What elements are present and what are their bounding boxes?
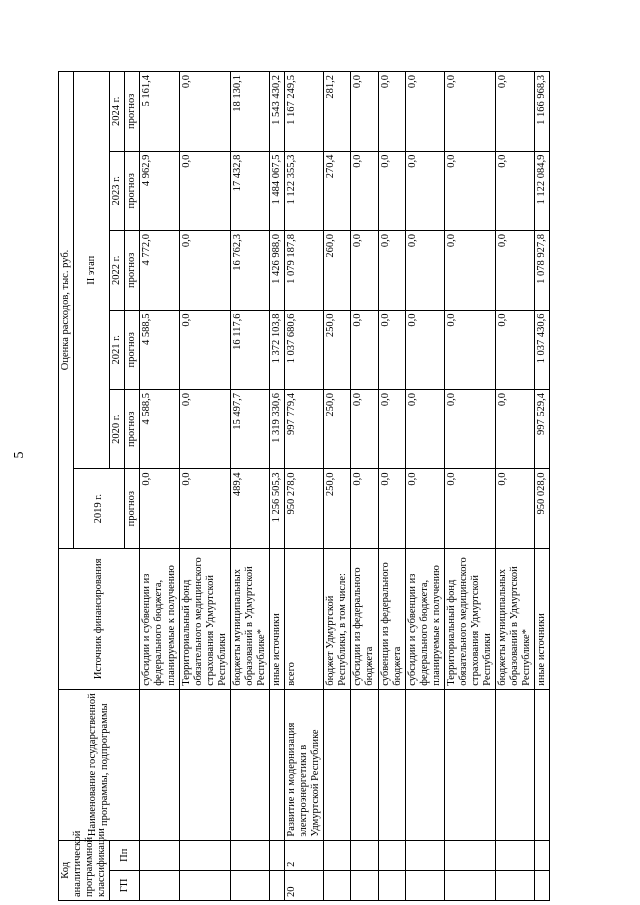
pp-cell [140, 840, 179, 870]
expenditure-table [58, 71, 550, 901]
value-cell: 0,0 [378, 72, 405, 152]
header-forecast-2024: прогноз [125, 72, 140, 152]
pp-cell [496, 840, 535, 870]
value-cell: 0,0 [351, 151, 378, 230]
gp-cell [351, 870, 378, 900]
table-row [140, 72, 179, 901]
value-cell: 250,0 [324, 389, 351, 468]
funding-source-cell: бюджеты муниципальных образований в Удмуртской Республике* [230, 548, 269, 689]
value-cell: 0,0 [496, 231, 535, 310]
pp-cell: 2 [285, 840, 324, 870]
header-year-2024: 2024 г. [110, 72, 125, 152]
value-cell: 0,0 [179, 231, 230, 310]
value-cell: 1 319 330,6 [270, 389, 285, 468]
value-cell: 4 772,0 [140, 231, 179, 310]
value-cell: 0,0 [378, 389, 405, 468]
program-name-cell [378, 689, 405, 840]
value-cell: 0,0 [351, 469, 378, 548]
header-forecast-2022: прогноз [125, 231, 140, 310]
funding-source-cell: субвенции из федерального бюджета [378, 548, 405, 689]
value-cell: 16 117,6 [230, 310, 269, 389]
value-cell: 0,0 [351, 231, 378, 310]
value-cell: 0,0 [444, 389, 495, 468]
value-cell: 0,0 [496, 151, 535, 230]
value-cell: 0,0 [444, 310, 495, 389]
header-year-2022: 2022 г. [110, 231, 125, 310]
page-number: 5 [12, 451, 27, 459]
gp-cell [324, 870, 351, 900]
header-year-2020: 2020 г. [110, 389, 125, 468]
header-gp: ГП [110, 870, 140, 900]
gp-cell [535, 870, 550, 900]
value-cell: 0,0 [179, 389, 230, 468]
value-cell: 5 161,4 [140, 72, 179, 152]
pp-cell [179, 840, 230, 870]
gp-cell [140, 870, 179, 900]
value-cell: 281,2 [324, 72, 351, 152]
table-row [285, 72, 324, 901]
value-cell: 1 426 988,0 [270, 231, 285, 310]
funding-source-cell: субсидии и субвенции из федерального бюджета, планируемые к получению [140, 548, 179, 689]
value-cell: 250,0 [324, 469, 351, 548]
value-cell: 0,0 [179, 469, 230, 548]
pp-cell [270, 840, 285, 870]
funding-source-cell: Территориальный фонд обязательного медицинского страхования Удмуртской Республики [444, 548, 495, 689]
gp-cell [378, 870, 405, 900]
value-cell: 15 497,7 [230, 389, 269, 468]
table-row [405, 72, 444, 901]
value-cell: 0,0 [179, 151, 230, 230]
header-forecast-2021: прогноз [125, 310, 140, 389]
header-estimate: Оценка расходов, тыс. руб. [59, 72, 74, 549]
value-cell: 0,0 [378, 231, 405, 310]
value-cell: 4 962,9 [140, 151, 179, 230]
gp-cell: 20 [285, 870, 324, 900]
program-name-cell [444, 689, 495, 840]
table-row [535, 72, 550, 901]
gp-cell [405, 870, 444, 900]
value-cell: 1 167 249,5 [285, 72, 324, 152]
value-cell: 0,0 [496, 72, 535, 152]
value-cell: 997 779,4 [285, 389, 324, 468]
value-cell: 0,0 [496, 310, 535, 389]
value-cell: 0,0 [378, 310, 405, 389]
funding-source-cell: всего [285, 548, 324, 689]
value-cell: 0,0 [405, 310, 444, 389]
value-cell: 0,0 [405, 231, 444, 310]
value-cell: 16 762,3 [230, 231, 269, 310]
value-cell: 1 372 103,8 [270, 310, 285, 389]
header-pp: Пп [110, 840, 140, 870]
funding-source-cell: бюджет Удмуртской Республики, в том числе: [324, 548, 351, 689]
pp-cell [535, 840, 550, 870]
gp-cell [230, 870, 269, 900]
value-cell: 950 278,0 [285, 469, 324, 548]
table-row [230, 72, 269, 901]
program-name-cell [270, 689, 285, 840]
gp-cell [444, 870, 495, 900]
table-row [270, 72, 285, 901]
pp-cell [324, 840, 351, 870]
gp-cell [179, 870, 230, 900]
value-cell: 0,0 [405, 389, 444, 468]
value-cell: 0,0 [351, 72, 378, 152]
gp-cell [496, 870, 535, 900]
pp-cell [230, 840, 269, 870]
program-name-cell [140, 689, 179, 840]
value-cell: 0,0 [351, 310, 378, 389]
funding-source-cell: субсидии из федерального бюджета [351, 548, 378, 689]
pp-cell [351, 840, 378, 870]
header-source: Источник финансирования [59, 548, 140, 689]
value-cell: 1 037 430,6 [535, 310, 550, 389]
value-cell: 270,4 [324, 151, 351, 230]
value-cell: 950 028,0 [535, 469, 550, 548]
header-year-2021: 2021 г. [110, 310, 125, 389]
program-name-cell [535, 689, 550, 840]
program-name-cell [405, 689, 444, 840]
value-cell: 0,0 [179, 310, 230, 389]
header-code: Код аналитической программной классификации [59, 840, 110, 900]
value-cell: 1 037 680,6 [285, 310, 324, 389]
header-forecast-2020: прогноз [125, 389, 140, 468]
value-cell: 0,0 [444, 231, 495, 310]
table-row [324, 72, 351, 901]
value-cell: 1 543 430,2 [270, 72, 285, 152]
header-name: Наименование государственной программы, подпрограммы [59, 689, 140, 840]
value-cell: 1 256 505,3 [270, 469, 285, 548]
funding-source-cell: бюджеты муниципальных образований в Удмуртской Республике* [496, 548, 535, 689]
value-cell: 4 588,5 [140, 310, 179, 389]
value-cell: 1 122 355,3 [285, 151, 324, 230]
value-cell: 0,0 [179, 72, 230, 152]
header-stage: II этап [74, 72, 110, 469]
program-name-cell [351, 689, 378, 840]
value-cell: 1 166 968,3 [535, 72, 550, 152]
value-cell: 0,0 [405, 151, 444, 230]
header-year-2019: 2019 г. [74, 469, 125, 548]
pp-cell [405, 840, 444, 870]
value-cell: 0,0 [351, 389, 378, 468]
funding-source-cell: иные источники [535, 548, 550, 689]
value-cell: 4 588,5 [140, 389, 179, 468]
value-cell: 0,0 [140, 469, 179, 548]
pp-cell [378, 840, 405, 870]
value-cell: 18 130,1 [230, 72, 269, 152]
value-cell: 1 078 927,8 [535, 231, 550, 310]
header-year-2023: 2023 г. [110, 151, 125, 230]
value-cell: 0,0 [405, 469, 444, 548]
program-name-cell: Развитие и модернизация электроэнергетики в Удмуртской Республике [285, 689, 324, 840]
value-cell: 0,0 [444, 72, 495, 152]
gp-cell [270, 870, 285, 900]
value-cell: 250,0 [324, 310, 351, 389]
value-cell: 0,0 [378, 151, 405, 230]
value-cell: 0,0 [378, 469, 405, 548]
table-row [179, 72, 230, 901]
value-cell: 17 432,8 [230, 151, 269, 230]
program-name-cell [496, 689, 535, 840]
value-cell: 997 529,4 [535, 389, 550, 468]
funding-source-cell: иные источники [270, 548, 285, 689]
value-cell: 489,4 [230, 469, 269, 548]
value-cell: 0,0 [496, 469, 535, 548]
funding-source-cell: Территориальный фонд обязательного медицинского страхования Удмуртской Республики [179, 548, 230, 689]
header-forecast-2019: прогноз [125, 469, 140, 548]
pp-cell [444, 840, 495, 870]
table-row [444, 72, 495, 901]
table-row [378, 72, 405, 901]
program-name-cell [324, 689, 351, 840]
value-cell: 0,0 [496, 389, 535, 468]
program-name-cell [230, 689, 269, 840]
table-row [496, 72, 535, 901]
value-cell: 1 484 067,5 [270, 151, 285, 230]
program-name-cell [179, 689, 230, 840]
value-cell: 260,0 [324, 231, 351, 310]
funding-source-cell: субсидии и субвенции из федерального бюджета, планируемые к получению [405, 548, 444, 689]
header-forecast-2023: прогноз [125, 151, 140, 230]
table-row [351, 72, 378, 901]
value-cell: 0,0 [444, 469, 495, 548]
value-cell: 1 079 187,8 [285, 231, 324, 310]
value-cell: 0,0 [405, 72, 444, 152]
value-cell: 0,0 [444, 151, 495, 230]
value-cell: 1 122 084,9 [535, 151, 550, 230]
